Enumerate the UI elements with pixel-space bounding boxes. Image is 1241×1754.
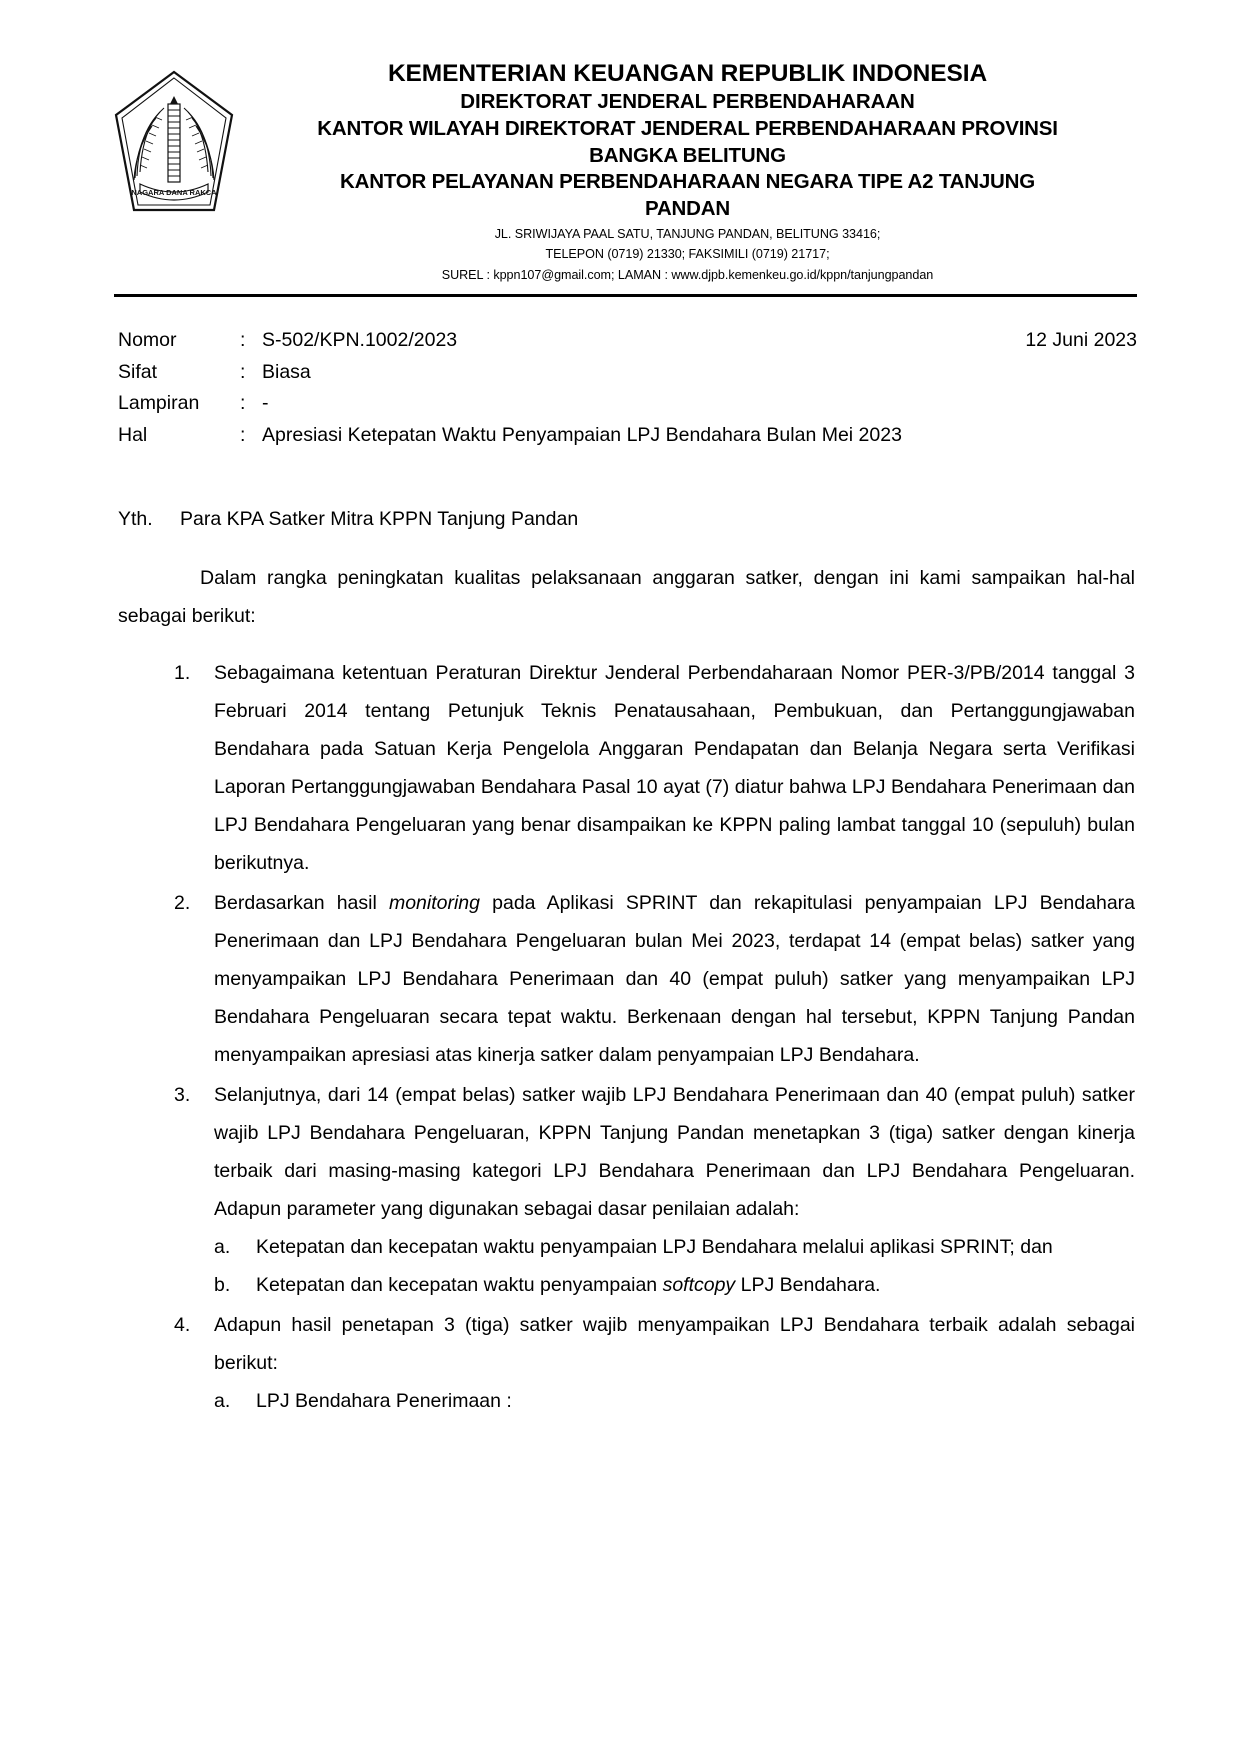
hal-value: Apresiasi Ketepatan Waktu Penyampaian LPJ Bendahara Bulan Mei 2023 [262, 423, 902, 446]
list-item-4 [104, 1306, 1137, 1420]
letterhead [104, 58, 1137, 297]
sublist-item-4 [214, 1382, 1135, 1420]
sublist-item-4a [214, 1382, 1135, 1420]
recipient-line [104, 508, 1137, 531]
sifat-label: Sifat [118, 360, 158, 383]
list-item-2 [104, 884, 1137, 1074]
list-item-2-text-part1: Berdasarkan hasil [214, 892, 389, 915]
letter-date: 12 Juni 2023 [1025, 329, 1137, 352]
sublist-item-3a [214, 1228, 1135, 1266]
sublist-item-3b-emphasis: softcopy [662, 1274, 736, 1297]
sublist-item-3b-text-part2: LPJ Bendahara. [735, 1274, 881, 1297]
letterhead-text [114, 58, 1137, 285]
ministry-name: KEMENTERIAN KEUANGAN REPUBLIK INDONESIA [387, 60, 988, 87]
list-item-3 [104, 1076, 1137, 1304]
nomor-value: S-502/KPN.1002/2023 [262, 329, 458, 352]
office-name-line2: PANDAN [645, 196, 730, 220]
province-name: BANGKA BELITUNG [589, 143, 786, 167]
logo-motto-text: NAGARA DANA RAKCA [131, 188, 217, 197]
list-item-3-text: Selanjutnya, dari 14 (empat belas) satker wajib LPJ Bendahara Penerimaan dan 40 (empat puluh) satker wajib LPJ Bendahara Pengeluaran, KPPN Tanjung Pandan menetapkan 3 (tiga) satker dengan kinerja terbaik dari masing-masing kategori LPJ Bendahara Penerimaan dan LPJ Bendahara Pengeluaran. Adapun parameter yang digunakan sebagai dasar penilaian adalah: [214, 1084, 1135, 1221]
intro-paragraph: Dalam rangka peningkatan kualitas pelaksanaan anggaran satker, dengan ini kami sampaikan hal-hal sebagai berikut: [118, 566, 1135, 627]
sublist-item-3b [214, 1266, 1135, 1304]
office-name-line1: KANTOR PELAYANAN PERBENDAHARAAN NEGARA TIPE A2 TANJUNG [339, 170, 1035, 194]
sifat-value: Biasa [262, 360, 311, 383]
numbered-list [104, 654, 1137, 1420]
lampiran-colon: : [240, 392, 246, 415]
garuda-kemenkeu-emblem-icon [110, 68, 238, 218]
hal-colon: : [240, 423, 246, 446]
metadata-row-sifat [118, 357, 1137, 389]
office-phone: TELEPON (0719) 21330; FAKSIMILI (0719) 21717; [545, 247, 830, 262]
sublist-item-3b-text-part1: Ketepatan dan kecepatan waktu penyampaian [256, 1274, 663, 1297]
lampiran-label: Lampiran [118, 392, 200, 415]
letter-metadata [104, 325, 1137, 451]
lampiran-value: - [262, 392, 269, 415]
list-item-2-text-part2: pada Aplikasi SPRINT dan rekapitulasi penyampaian LPJ Bendahara Penerimaan dan LPJ Bendahara Pengeluaran bulan Mei 2023, terdapat 14 (empat belas) satker yang menyampaikan LPJ Bendahara Penerimaan dan 40 (empat puluh) satker yang menyampaikan LPJ Bendahara Pengeluaran secara tepat waktu. Berkenaan dengan hal tersebut, KPPN Tanjung Pandan menyampaikan apresiasi atas kinerja satker dalam penyampaian LPJ Bendahara. [214, 892, 1136, 1067]
metadata-row-hal [118, 420, 1137, 452]
recipient-value: Para KPA Satker Mitra KPPN Tanjung Pandan [180, 507, 579, 530]
nomor-label: Nomor [118, 329, 177, 352]
sifat-colon: : [240, 360, 246, 383]
list-item-1 [104, 654, 1137, 882]
nomor-colon: : [240, 329, 246, 352]
hal-label: Hal [118, 423, 148, 446]
list-item-4-text: Adapun hasil penetapan 3 (tiga) satker wajib menyampaikan LPJ Bendahara terbaik adalah sebagai berikut: [214, 1314, 1135, 1375]
directorate-general-name: DIREKTORAT JENDERAL PERBENDAHARAAN [460, 90, 915, 114]
office-address: JL. SRIWIJAYA PAAL SATU, TANJUNG PANDAN, BELITUNG 33416; [494, 226, 881, 241]
sublist-item-3 [214, 1228, 1135, 1304]
list-item-2-emphasis: monitoring [388, 892, 480, 915]
list-item-1-text: Sebagaimana ketentuan Peraturan Direktur Jenderal Perbendaharaan Nomor PER-3/PB/2014 tanggal 3 Februari 2014 tentang Petunjuk Teknis Penatausahaan, Pembukuan, dan Pertanggungjawaban Bendahara pada Satuan Kerja Pengelola Anggaran Pendapatan dan Belanja Negara serta Verifikasi Laporan Pertanggungjawaban Bendahara Pasal 10 ayat (7) diatur bahwa LPJ Bendahara Penerimaan dan LPJ Bendahara Pengeluaran yang benar disampaikan ke KPPN paling lambat tanggal 10 (sepuluh) bulan berikutnya. [214, 662, 1135, 875]
metadata-row-nomor [118, 325, 1137, 357]
sublist-item-3a-text: Ketepatan dan kecepatan waktu penyampaian LPJ Bendahara melalui aplikasi SPRINT; dan [256, 1236, 1053, 1259]
letterhead-divider [114, 294, 1137, 297]
office-email-website: SUREL : kppn107@gmail.com; LAMAN : www.djpb.kemenkeu.go.id/kppn/tanjungpandan [441, 268, 934, 283]
regional-office-name: KANTOR WILAYAH DIREKTORAT JENDERAL PERBENDAHARAAN PROVINSI [317, 117, 1058, 140]
sublist-item-4a-text: LPJ Bendahara Penerimaan : [256, 1390, 512, 1413]
recipient-label: Yth. [118, 507, 153, 530]
metadata-row-lampiran [118, 388, 1137, 420]
